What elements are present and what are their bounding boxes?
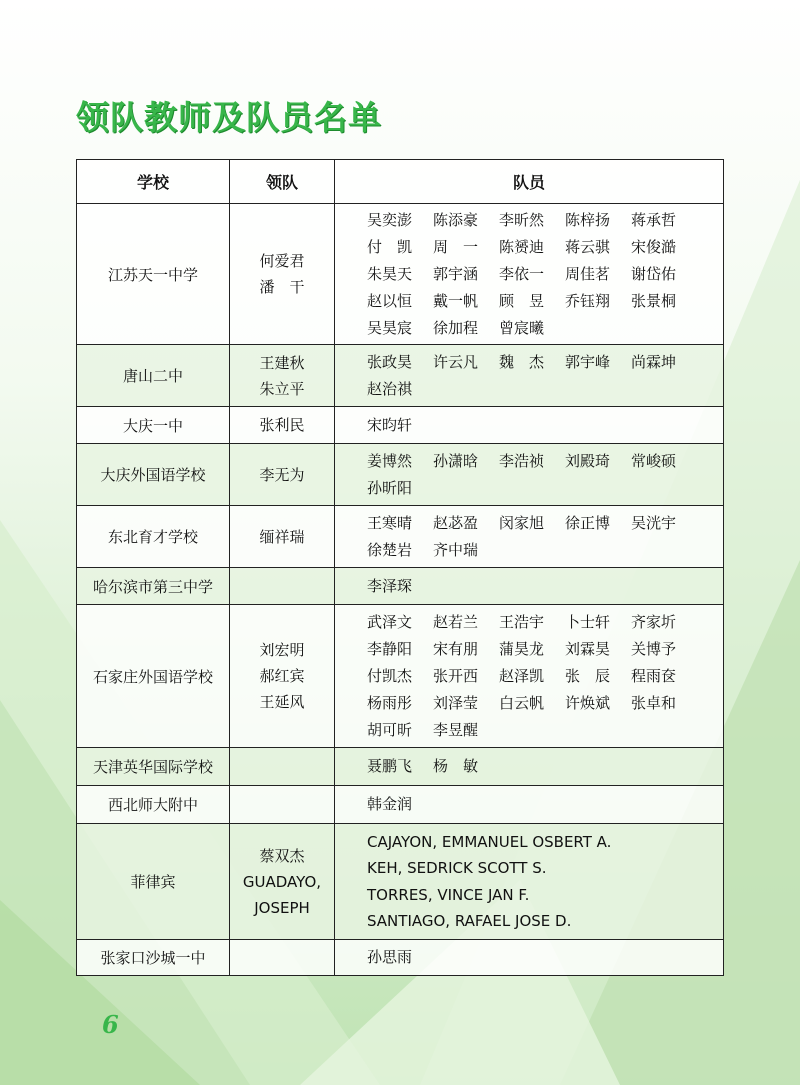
leader-name: 张利民 [259, 416, 305, 434]
member-name: 胡可昕 [367, 720, 413, 739]
member-name: 卜士轩 [565, 612, 611, 631]
member-name: 李浩祯 [499, 451, 545, 470]
member-name: 关博予 [631, 639, 677, 658]
school-cell: 石家庄外国语学校 [77, 605, 230, 748]
leader-cell [230, 824, 335, 940]
member-name: 李昕然 [499, 210, 545, 229]
member-name: 刘霖昊 [565, 639, 611, 658]
leader-cell [230, 506, 335, 568]
leader-name: 郝红宾 [259, 667, 305, 685]
member-name: 徐楚岩 [367, 540, 413, 559]
school-cell: 唐山二中 [77, 345, 230, 407]
member-name: 陈赟迪 [499, 237, 545, 256]
member-line [367, 315, 723, 342]
leader-cell [230, 345, 335, 407]
roster-table [76, 159, 724, 976]
members-cell [335, 605, 724, 748]
member-name: 郭宇涵 [433, 264, 479, 283]
member-name: 常峻硕 [631, 451, 677, 470]
member-line [367, 791, 723, 818]
member-name: 朱昊天 [367, 264, 413, 283]
leader-name: GUADAYO, [242, 872, 322, 891]
member-line [367, 349, 723, 376]
leader-cell [230, 605, 335, 748]
school-cell: 张家口沙城一中 [77, 940, 230, 976]
table-row [77, 940, 724, 976]
leader-name: 刘宏明 [259, 641, 305, 659]
members-cell [335, 568, 724, 605]
member-line [367, 448, 723, 475]
member-name: 刘泽莹 [433, 693, 479, 712]
member-line [367, 475, 723, 502]
page-title: 领队教师及队员名单 [76, 98, 382, 137]
member-name: 付凯杰 [367, 666, 413, 685]
member-name: 闵家旭 [499, 513, 545, 532]
school-cell: 西北师大附中 [77, 786, 230, 824]
school-cell: 天津英华国际学校 [77, 748, 230, 786]
page-number: 6 [102, 1010, 119, 1039]
leader-cell [230, 407, 335, 444]
leader-cell [230, 204, 335, 345]
leader-name: 王延风 [259, 693, 305, 711]
member-name: 姜博然 [367, 451, 413, 470]
member-name: 齐中瑞 [433, 540, 479, 559]
member-line [367, 376, 723, 403]
school-cell: 大庆一中 [77, 407, 230, 444]
member-name: 韩金润 [367, 795, 413, 813]
member-name: 刘殿琦 [565, 451, 611, 470]
table-row [77, 506, 724, 568]
leader-name: 潘 干 [259, 278, 305, 296]
members-cell [335, 824, 724, 940]
member-line [367, 573, 723, 600]
member-name: 陈梓扬 [565, 210, 611, 229]
leader-cell [230, 786, 335, 824]
member-name: 赵苾盈 [433, 513, 479, 532]
member-name: CAJAYON, EMMANUEL OSBERT A. [367, 832, 612, 851]
member-line [367, 944, 723, 971]
member-name: 周佳茗 [565, 264, 611, 283]
member-name: 尚霖坤 [631, 352, 677, 371]
school-cell: 哈尔滨市第三中学 [77, 568, 230, 605]
leader-name: 何爱君 [259, 252, 305, 270]
leader-name: 王建秋 [259, 353, 305, 372]
member-line [367, 207, 723, 234]
table-row [77, 748, 724, 786]
members-cell [335, 940, 724, 976]
member-name: 李静阳 [367, 639, 413, 658]
member-name: 蒲昊龙 [499, 639, 545, 658]
member-name: 张景桐 [631, 291, 677, 310]
member-name: 魏 杰 [499, 352, 545, 371]
member-name: 杨雨彤 [367, 693, 413, 712]
leader-name: 朱立平 [259, 379, 305, 398]
table-row [77, 444, 724, 506]
member-name: 宋俊澔 [631, 237, 677, 256]
member-name: 孙潇晗 [433, 451, 479, 470]
members-cell [335, 204, 724, 345]
member-name: 程雨奁 [631, 666, 677, 685]
member-name: 蒋云骐 [565, 237, 611, 256]
member-line [367, 609, 723, 636]
table-row [77, 824, 724, 940]
leader-name: 李无为 [259, 465, 305, 484]
leader-name: 蔡双杰 [259, 846, 305, 865]
leader-cell [230, 568, 335, 605]
header-members: 队员 [335, 160, 724, 204]
member-name: 谢岱佑 [631, 264, 677, 283]
members-cell [335, 748, 724, 786]
member-name: 齐家圻 [631, 612, 677, 631]
member-name: 李依一 [499, 264, 545, 283]
school-cell: 东北育才学校 [77, 506, 230, 568]
member-name: 赵以恒 [367, 291, 413, 310]
member-line [367, 636, 723, 663]
member-line [367, 510, 723, 537]
member-name: 张政昊 [367, 352, 413, 371]
school-cell: 江苏天一中学 [77, 204, 230, 345]
member-name: 徐正博 [565, 513, 611, 532]
header-leader: 领队 [230, 160, 335, 204]
member-name: 王浩宇 [499, 612, 545, 631]
leader-name: JOSEPH [254, 898, 310, 917]
table-row [77, 786, 724, 824]
member-line [367, 537, 723, 564]
school-cell: 菲律宾 [77, 824, 230, 940]
school-cell: 大庆外国语学校 [77, 444, 230, 506]
member-name: 张卓和 [631, 693, 677, 712]
member-name: 孙昕阳 [367, 478, 413, 497]
member-name: 徐加程 [433, 318, 479, 337]
member-line [367, 717, 723, 744]
member-name: 吴奕澎 [367, 210, 413, 229]
members-cell [335, 345, 724, 407]
member-name: 赵若兰 [433, 612, 479, 631]
member-name: 王寒晴 [367, 513, 413, 532]
member-name: KEH, SEDRICK SCOTT S. [367, 859, 547, 877]
member-name: 白云帆 [499, 693, 545, 712]
leader-cell [230, 748, 335, 786]
member-name: 李泽琛 [367, 576, 413, 595]
table-row [77, 345, 724, 407]
member-name: 吴洸宇 [631, 513, 677, 532]
member-line [367, 753, 723, 780]
member-name: 蒋承哲 [631, 210, 677, 229]
member-name: 武泽文 [367, 612, 413, 631]
member-name: 李昱醒 [433, 720, 479, 739]
member-line [367, 234, 723, 261]
member-name: 赵治祺 [367, 379, 413, 398]
members-cell [335, 444, 724, 506]
leader-cell [230, 940, 335, 976]
member-name: 戴一帆 [433, 291, 479, 310]
table-body [77, 204, 724, 976]
member-name: SANTIAGO, RAFAEL JOSE D. [367, 912, 572, 930]
member-name: 赵泽凯 [499, 666, 545, 685]
member-name: 聂鹏飞 [367, 757, 413, 775]
member-line [367, 663, 723, 690]
member-name: 许焕斌 [565, 693, 611, 712]
table-row [77, 605, 724, 748]
members-cell [335, 506, 724, 568]
member-name: 顾 昱 [499, 291, 545, 310]
members-cell [335, 407, 724, 444]
member-name: 张开西 [433, 666, 479, 685]
table-header-row [77, 160, 724, 204]
member-name: 周 一 [433, 237, 479, 256]
member-name: 张 辰 [565, 666, 611, 685]
member-line [367, 288, 723, 315]
member-name: 杨 敏 [433, 757, 479, 775]
member-name: 乔钰翔 [565, 291, 611, 310]
member-name: 宋有朋 [433, 639, 479, 658]
member-name: 孙思雨 [367, 948, 413, 966]
member-name: 吴昊宸 [367, 318, 413, 337]
table-row [77, 568, 724, 605]
member-line [367, 690, 723, 717]
leader-cell [230, 444, 335, 506]
member-name: 宋昀轩 [367, 415, 413, 434]
leader-name: 缅祥瑞 [259, 527, 305, 546]
table-row [77, 407, 724, 444]
member-name: 郭宇峰 [565, 352, 611, 371]
member-name: 付 凯 [367, 237, 413, 256]
header-school: 学校 [77, 160, 230, 204]
member-name: 曾宸曦 [499, 318, 545, 337]
member-line [367, 261, 723, 288]
member-name: 陈添豪 [433, 210, 479, 229]
member-name: 许云凡 [433, 352, 479, 371]
members-cell [335, 786, 724, 824]
member-line [367, 412, 723, 439]
table-row [77, 204, 724, 345]
member-name: TORRES, VINCE JAN F. [367, 885, 530, 904]
